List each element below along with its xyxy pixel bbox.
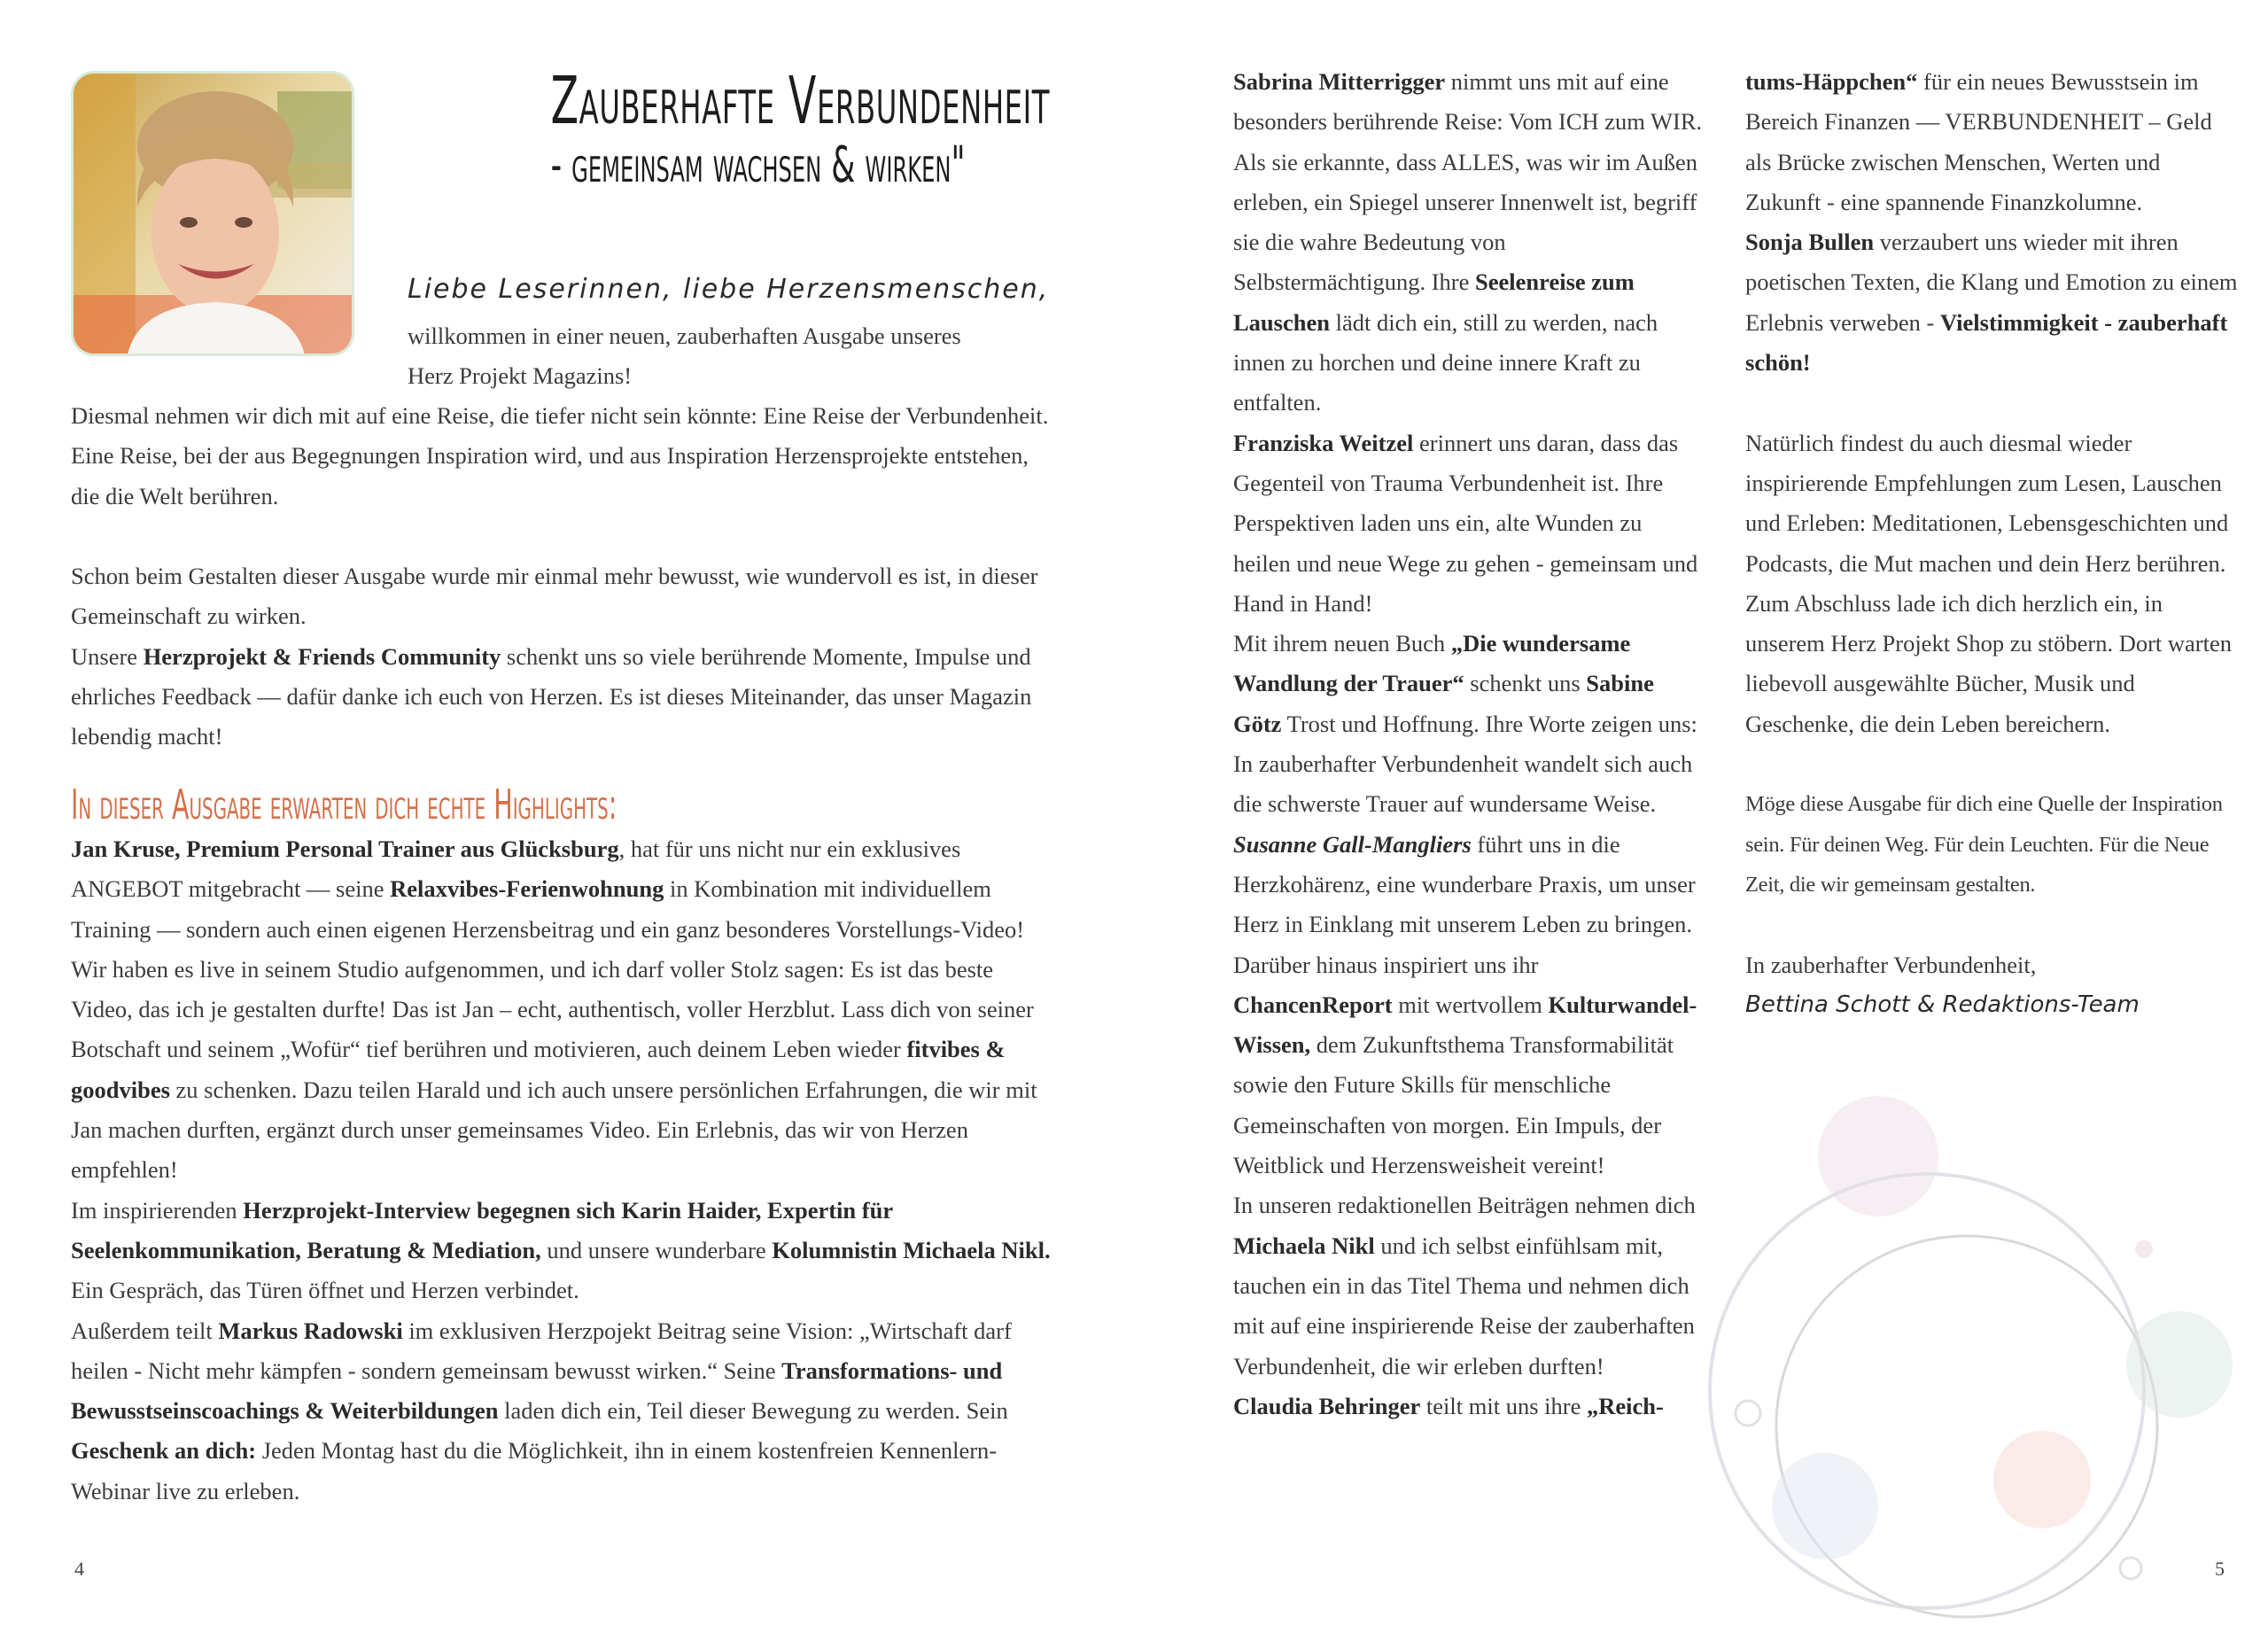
intro-line: willkommen in einer neuen, zauberhaften Ausgabe unseres (408, 323, 961, 349)
paragraph: Sabrina Mitterrigger nimmt uns mit auf eine besonders berührende Reise: Vom ICH zum WIR. Als sie erkannte, dass ALLES, was wir im Außen erleben, ein Spiegel unserer Innenwelt ist, begriff sie die wahre Bedeutung von Selbstermächtigung. Ihre Seelenreise zum Lauschen lädt dich ein, still zu werden, nach innen zu horchen und deine innere Kraft zu entfalten. (1233, 68, 1703, 416)
paragraph: Möge diese Ausgabe für dich eine Quelle der Inspiration sein. Für deinen Weg. Für dein Leuchten. Für die Neue Zeit, die wir gemeinsam gestalten. (1745, 792, 2223, 897)
paragraph: Claudia Behringer teilt mit uns ihre „Reich- (1233, 1392, 1664, 1419)
headline (443, 58, 1051, 194)
page-title: Zauberhafte Verbundenheit (550, 63, 1051, 139)
greeting: Liebe Leserinnen, liebe Herzensmenschen, (408, 274, 1050, 305)
section-heading: In dieser Ausgabe erwarten dich echte Highlights: (71, 781, 617, 828)
paragraph: Außerdem teilt Markus Radowski im exklusiven Herzpojekt Beitrag seine Vision: „Wirtschaft darf heilen - Nicht mehr kämpfen - sondern gemeinsam bewusst wirken.“ Seine Transformations- und Bewusstseinscoachings & Weiterbildungen laden dich ein, Teil dieser Bewegung zu werden. Sein Geschenk an dich: Jeden Montag hast du die Möglichkeit, ihn in einem kostenfreien Kennenlern-Webinar live zu erleben. (71, 1317, 1012, 1504)
highlights-text (71, 829, 1054, 1512)
intro-text (408, 316, 1081, 397)
paragraph: tums-Häppchen“ für ein neues Bewusstsein im Bereich Finanzen — VERBUNDENHEIT – Geld als Brücke zwischen Menschen, Werten und Zukunft - eine spannende Finanzkolumne. (1745, 68, 2212, 215)
paragraph: Sonja Bullen verzaubert uns wieder mit ihren poetischen Texten, die Klang und Emotion zu einem Erlebnis verweben - Vielstimmigkeit - zauberhaft schön! (1745, 229, 2238, 377)
signature: Bettina Schott & Redaktions-Team (1745, 991, 2140, 1018)
paragraph: Schon beim Gestalten dieser Ausgabe wurde mir einmal mehr bewusst, wie wundervoll es ist, in dieser Gemeinschaft zu wirken. (71, 563, 1038, 630)
page-number: 5 (2215, 1558, 2225, 1580)
paragraph: Im inspirierenden Herzprojekt-Interview begegnen sich Karin Haider, Expertin für Seelenkommunikation, Beratung & Mediation, und unsere wunderbare Kolumnistin Michaela Nikl. Ein Gespräch, das Türen öffnet und Herzen verbindet. (71, 1196, 1051, 1304)
page-number: 4 (74, 1558, 84, 1580)
editorial-intro (71, 396, 1054, 758)
paragraph: Jan Kruse, Premium Personal Trainer aus Glücksburg, hat für uns nicht nur ein exklusives ANGEBOT mitgebracht — seine Relaxvibes-Ferienwohnung in Kombination mit individuellem Training — sondern auch einen eigenen Herzensbeitrag und ein ganz besonderes Vorstellungs-Video! (71, 835, 1025, 943)
intro-line: Herz Projekt Magazins! (408, 362, 633, 390)
paragraph: Diesmal nehmen wir dich mit auf eine Reise, die tiefer nicht sein könnte: Eine Reise der Verbundenheit. Eine Reise, bei der aus Begegnungen Inspiration wird, und aus Inspiration Herzensprojekte entstehen, die die Welt berühren. (71, 402, 1049, 509)
paragraph: Wir haben es live in seinem Studio aufgenommen, und ich darf voller Stolz sagen: Es ist das beste Video, das ich je gestalten durfte! Das ist Jan – echt, authentisch, voller Herzblut. Lass dich von seiner Botschaft und seinem „Wofür“ tief berühren und motivieren, auch deinem Leben wieder fitvibes & goodvibes zu schenken. Dazu teilen Harald und ich auch unsere persönlichen Erfahrungen, die wir mit Jan machen durften, ergänzt durch unser gemeinsames Video. Ein Erlebnis, das wir von Herzen empfehlen! (71, 955, 1037, 1184)
editor-portrait (71, 71, 354, 356)
paragraph: Natürlich findest du auch diesmal wieder inspirierende Empfehlungen zum Lesen, Lauschen und Erleben: Meditationen, Lebensgeschichten und Podcasts, die Mut machen und dein Herz berühren. (1745, 429, 2229, 577)
paragraph: Susanne Gall-Mangliers führt uns in die Herzkohärenz, eine wunderbare Praxis, um unser Herz in Einklang mit unserem Leben zu bringen. Darüber hinaus inspiriert uns ihr ChancenReport mit wertvollem Kulturwandel-Wissen, dem Zukunftsthema Transformabilität sowie den Future Skills für menschliche Gemeinschaften von morgen. Ein Impuls, der Weitblick und Herzensweisheit vereint! (1233, 830, 1697, 1179)
paragraph: Unsere Herzprojekt & Friends Community schenkt uns so viele berührende Momente, Impulse und ehrliches Feedback — dafür danke ich euch von Herzen. Es ist dieses Miteinander, das unser Magazin lebendig macht! (71, 642, 1032, 750)
column-1 (1233, 62, 1703, 1426)
paragraph: Zum Abschluss lade ich dich herzlich ein, in unserem Herz Projekt Shop zu stöbern. Dort warten liebevoll ausgewählte Bücher, Musik und Geschenke, die dein Leben bereichern. (1745, 589, 2232, 737)
paragraph: Mit ihrem neuen Buch „Die wundersame Wandlung der Trauer“ schenkt uns Sabine Götz Trost und Hoffnung. Ihre Worte zeigen uns: In zauberhafter Verbundenheit wandelt sich auch die schwerste Trauer auf wundersame Weise. (1233, 630, 1697, 818)
decorative-circles (1701, 1090, 2250, 1621)
paragraph: Franziska Weitzel erinnert uns daran, dass das Gegenteil von Trauma Verbundenheit ist. Ihre Perspektiven laden uns ein, alte Wunden zu heilen und neue Wege zu gehen - gemeinsam und Hand in Hand! (1233, 429, 1698, 617)
page-subtitle: - gemeinsam wachsen & wirken" (550, 136, 966, 194)
column-2 (1745, 62, 2241, 1025)
closing-line: In zauberhafter Verbundenheit, (1745, 951, 2037, 978)
paragraph: In unseren redaktionellen Beiträgen nehmen dich Michaela Nikl und ich selbst einfühlsam mit, tauchen ein in das Titel Thema und nehmen dich mit auf eine inspirierende Reise der zauberhaften Verbundenheit, die wir erleben durften! (1233, 1192, 1696, 1379)
